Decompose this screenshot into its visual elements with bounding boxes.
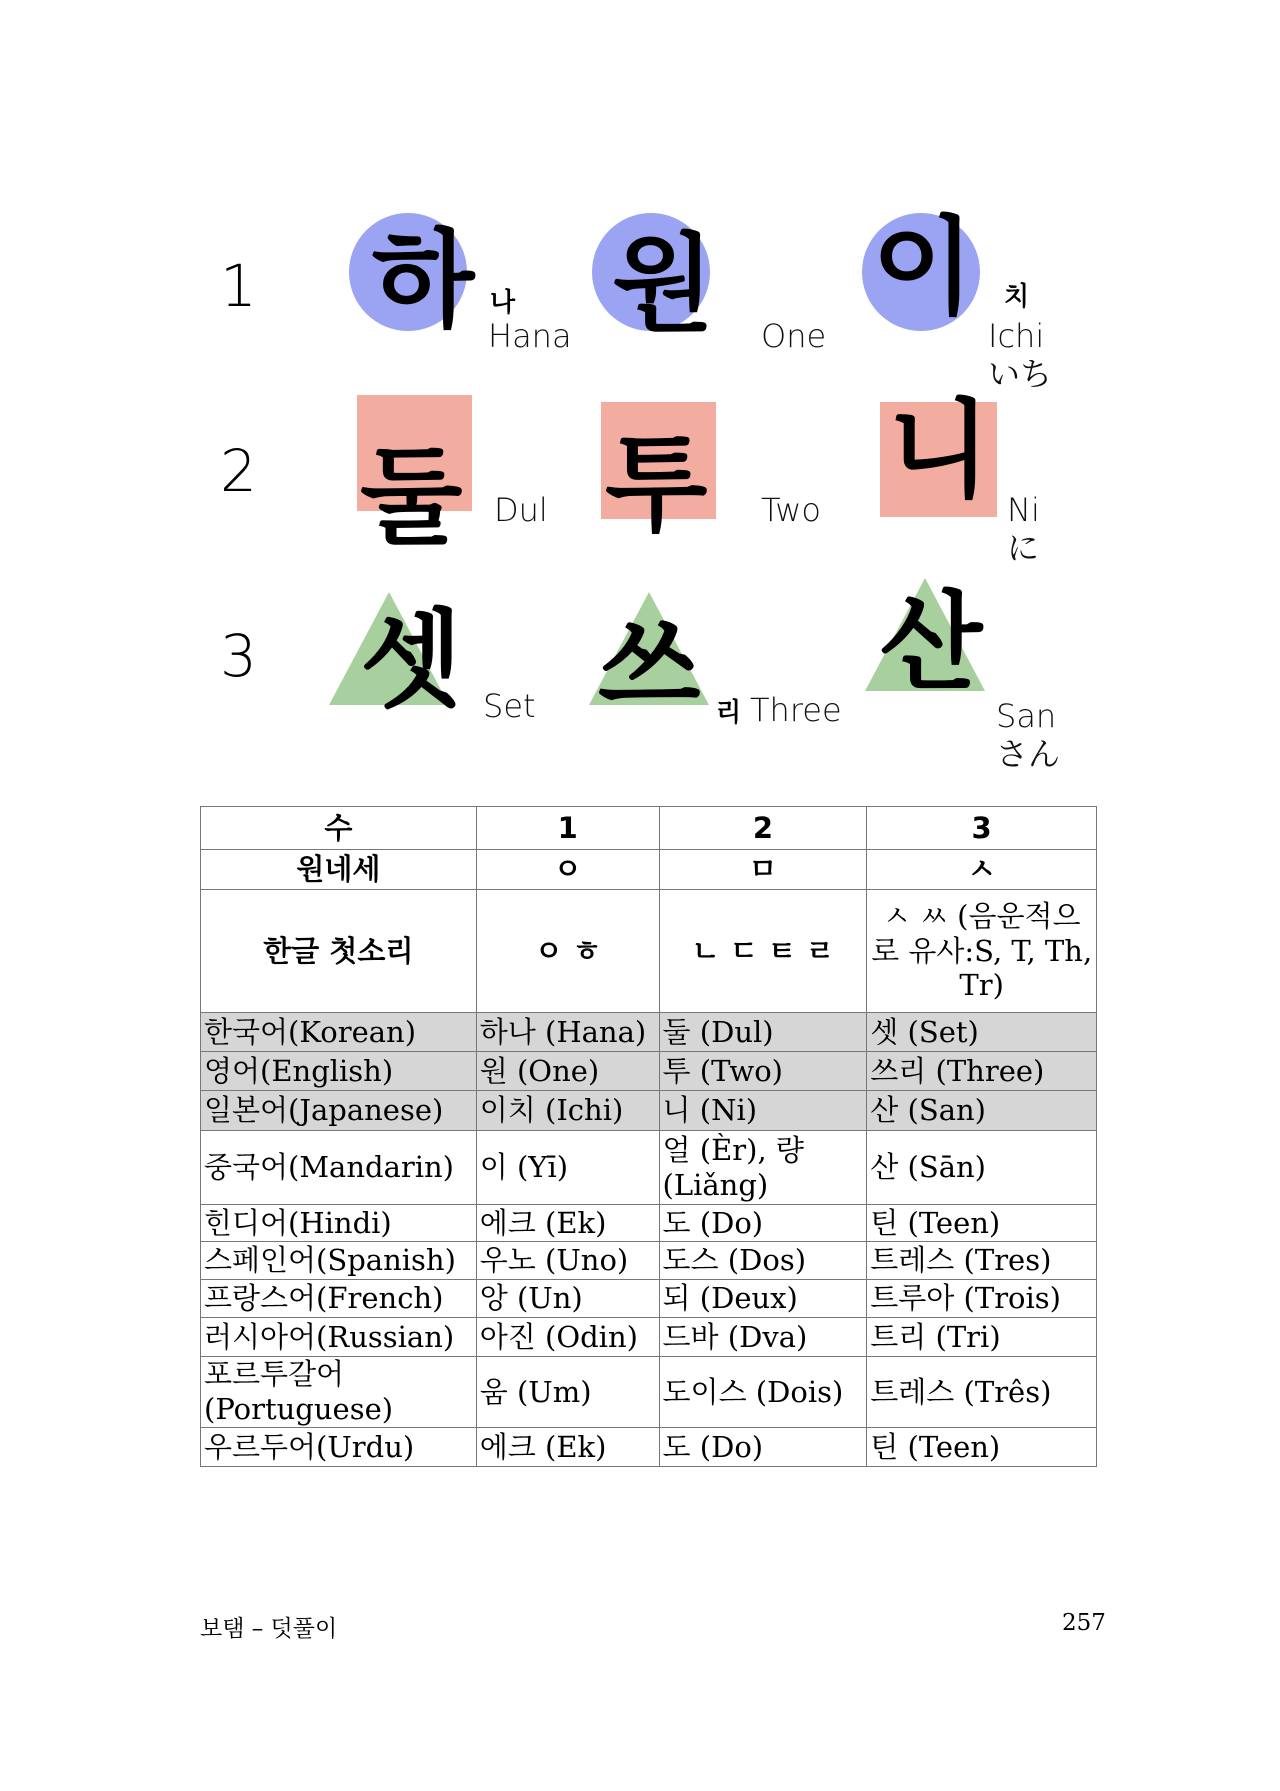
glyph-set: 셋 [360,599,463,722]
table-cell: 도스 (Dos) [659,1242,867,1280]
table-cell: 원네세 [201,850,477,890]
table-cell: 도 (Do) [659,1428,867,1467]
table-cell: 트레스 (Tres) [867,1242,1097,1280]
table-row [201,1013,1097,1052]
glyph-sub-chi: 치 [1004,282,1030,312]
table-cell: 중국어(Mandarin) [201,1131,477,1205]
table-cell: 둘 (Dul) [659,1013,867,1052]
table-row [201,1242,1097,1280]
table-header-row [201,807,1097,850]
table-cell: 에크 (Ek) [476,1205,659,1242]
table-cell: 스페인어(Spanish) [201,1242,477,1280]
label-ni: Ni [1007,491,1040,529]
glyph-dul: 둘 [360,436,463,559]
table-cell: 우르두어(Urdu) [201,1428,477,1467]
table-cell: 한글 첫소리 [201,890,477,1013]
label-three: Three [750,691,842,729]
table-cell: 힌디어(Hindi) [201,1205,477,1242]
table-cell: ㅇ [476,850,659,890]
table-cell: 도이스 (Dois) [659,1357,867,1428]
table-cell: 투 (Two) [659,1052,867,1091]
table-cell: 트레스 (Três) [867,1357,1097,1428]
table-cell: 트루아 (Trois) [867,1280,1097,1318]
table-cell: 되 (Deux) [659,1280,867,1318]
label-ichi-japanese: いち [988,355,1053,393]
table-cell: 수 [201,807,477,850]
table-cell: ㅁ [659,850,867,890]
table-cell: 이 (Yī) [476,1131,659,1205]
row-number-1: 1 [220,252,257,320]
label-set: Set [483,687,536,725]
glyph-san: 산 [880,581,983,704]
glyph-tu: 투 [605,423,708,546]
label-hana: Hana [488,317,572,355]
table-row [201,1318,1097,1357]
table-cell: 한국어(Korean) [201,1013,477,1052]
table-cell: 일본어(Japanese) [201,1091,477,1131]
table-cell: 앙 (Un) [476,1280,659,1318]
table-header-row [201,890,1097,1013]
table-cell: ㅅ [867,850,1097,890]
glyph-ha: 하 [372,219,475,342]
table-cell: ㅅ ㅆ (음운적으로 유사:S, T, Th, Tr) [867,890,1097,1013]
table-cell: 영어(English) [201,1052,477,1091]
table-cell: 움 (Um) [476,1357,659,1428]
table-cell: 하나 (Hana) [476,1013,659,1052]
label-ni-japanese: に [1007,529,1040,567]
table-cell: 프랑스어(French) [201,1280,477,1318]
table-header-row [201,850,1097,890]
glyph-sub-ri: 리 [716,698,742,728]
table-cell: 2 [659,807,867,850]
table-cell: 셋 (Set) [867,1013,1097,1052]
table-cell: 니 (Ni) [659,1091,867,1131]
table-cell: 에크 (Ek) [476,1428,659,1467]
glyph-sseu: 쓰 [598,605,701,728]
table-cell: 3 [867,807,1097,850]
label-san-japanese: さん [996,735,1061,773]
table-cell: 1 [476,807,659,850]
page-number: 257 [1062,1610,1106,1636]
table-cell: 원 (One) [476,1052,659,1091]
numbers-table [200,806,1097,1467]
row-number-3: 3 [220,622,257,690]
table-cell: 도 (Do) [659,1205,867,1242]
table-cell: 포르투갈어 (Portuguese) [201,1357,477,1428]
table-cell: 쓰리 (Three) [867,1052,1097,1091]
row-number-2: 2 [220,437,257,505]
table-cell: 얼 (Èr), 량 (Liǎng) [659,1131,867,1205]
table-row [201,1131,1097,1205]
table-cell: 러시아어(Russian) [201,1318,477,1357]
table-cell: 산 (San) [867,1091,1097,1131]
table-cell: ㅇ ㅎ [476,890,659,1013]
label-one: One [761,317,827,355]
glyph-sub-na: 나 [490,288,516,318]
label-dul: Dul [494,491,548,529]
table-cell: 트리 (Tri) [867,1318,1097,1357]
table-cell: 이치 (Ichi) [476,1091,659,1131]
glyph-i: 이 [872,206,975,329]
table-row [201,1205,1097,1242]
table-row [201,1052,1097,1091]
table-cell: 틴 (Teen) [867,1205,1097,1242]
table-cell: 틴 (Teen) [867,1428,1097,1467]
glyph-ni: 니 [888,389,991,512]
label-ichi: Ichi [988,317,1045,355]
footer-title: 보탬 – 덧풀이 [200,1616,338,1642]
table-row [201,1091,1097,1131]
table-cell: 아진 (Odin) [476,1318,659,1357]
table-cell: 산 (Sān) [867,1131,1097,1205]
table-cell: 드바 (Dva) [659,1318,867,1357]
table-cell: ㄴ ㄷ ㅌ ㄹ [659,890,867,1013]
table-row [201,1280,1097,1318]
glyph-won: 원 [612,223,715,346]
table-row [201,1428,1097,1467]
table-cell: 우노 (Uno) [476,1242,659,1280]
table-row [201,1357,1097,1428]
label-san: San [996,697,1057,735]
label-two: Two [761,491,821,529]
